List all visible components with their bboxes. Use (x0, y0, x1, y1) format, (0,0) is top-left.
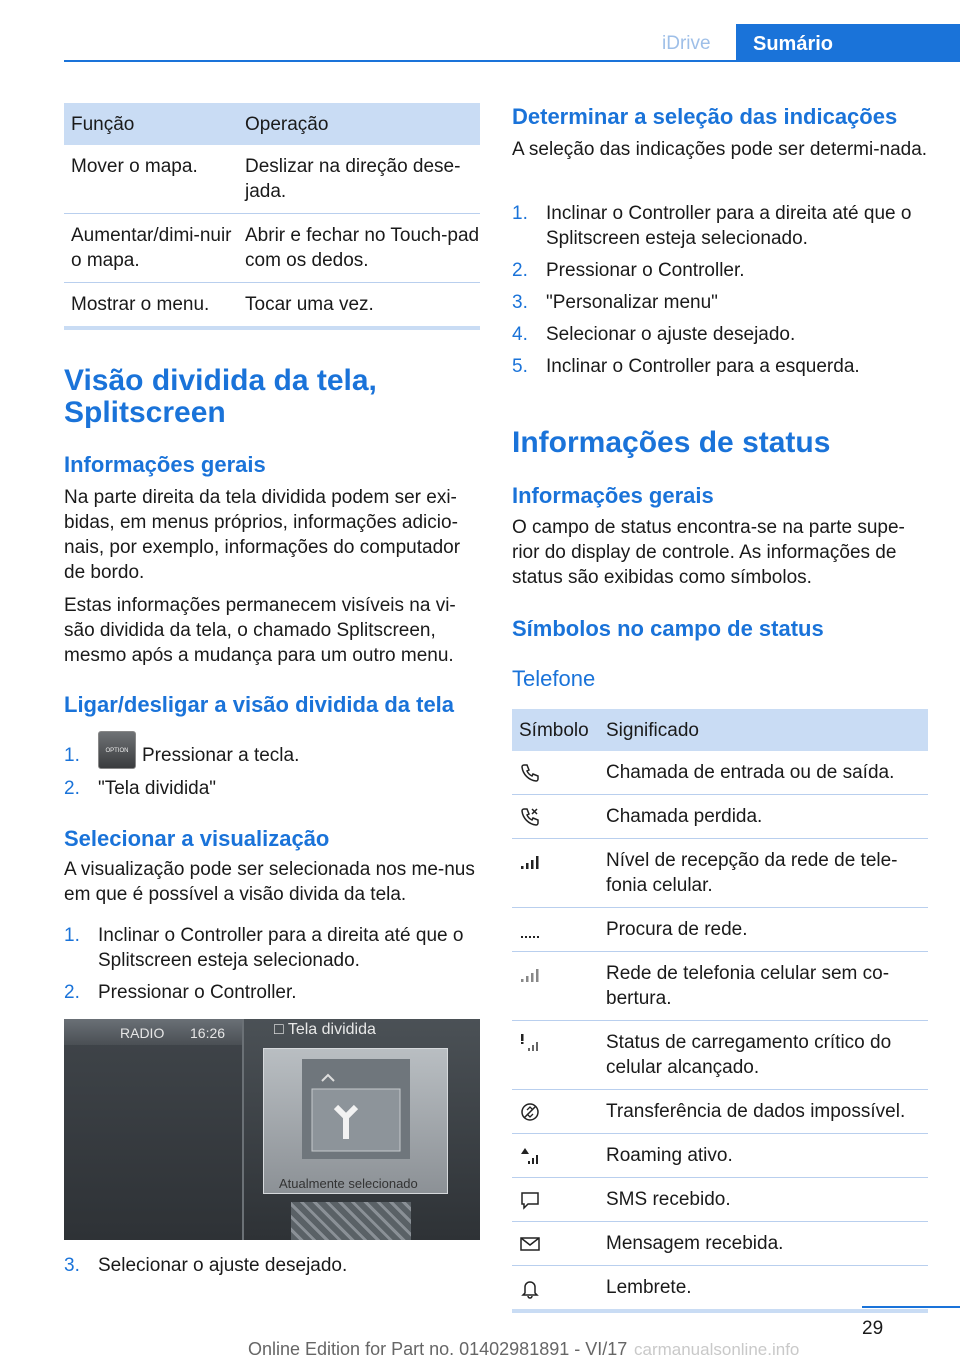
table-header: Símbolo (512, 709, 599, 751)
footer-rule (862, 1306, 960, 1308)
list-item: 3. Selecionar o ajuste desejado. (64, 1255, 348, 1276)
table-cell: Deslizar na direção dese-jada. (238, 145, 480, 214)
table-cell: Abrir e fechar no Touch-pad com os dedos. (238, 214, 480, 283)
missed-call-icon (519, 806, 541, 828)
table-row (512, 908, 928, 952)
operation-table (64, 103, 480, 330)
table-row (512, 952, 928, 1021)
screenshot-navigation-preview (302, 1059, 410, 1159)
table-row (512, 1134, 928, 1178)
table-cell: SMS recebido. (599, 1178, 928, 1222)
symbol-cell (512, 751, 599, 795)
subheading-determine-selection: Determinar a seleção das indicações (512, 104, 898, 129)
table-cell: Tocar uma vez. (245, 294, 374, 315)
status-symbol-table (512, 709, 928, 1313)
page-number: 29 (862, 1318, 884, 1339)
paragraph: A seleção das indicações pode ser determi-nada. (512, 139, 928, 160)
table-cell: Roaming ativo. (599, 1134, 928, 1178)
list-item: 2. "Tela dividida" (64, 778, 217, 799)
watermark: carmanualsonline.info (634, 1340, 800, 1359)
select-steps-continued (64, 1253, 480, 1285)
paragraph: Estas informações permanecem visíveis na vi-são dividida da tela, o chamado Splitscreen, mesmo após a mudança para um outro menu. (64, 595, 456, 666)
subheading-select-view: Selecionar a visualização (64, 826, 330, 851)
table-row (512, 1090, 928, 1134)
table-row (512, 1222, 928, 1266)
table-cell: Chamada perdida. (599, 795, 928, 839)
toggle-steps-list (64, 743, 480, 808)
table-row (512, 1178, 928, 1222)
screenshot-left-pane (64, 1045, 242, 1240)
paragraph: A visualização pode ser selecionada nos me-nus em que é possível a visão divida da tela. (64, 859, 475, 905)
table-header: Significado (599, 709, 928, 751)
screenshot-time: 16:26 (190, 1025, 226, 1041)
header-section-label: iDrive (662, 33, 711, 54)
edition-note: Online Edition for Part no. 01402981891 - VI/17 (248, 1339, 628, 1359)
section-title-splitscreen: Visão dividida da tela, Splitscreen (64, 364, 377, 429)
table-row (64, 283, 480, 327)
table-row (512, 1021, 928, 1090)
list-item: 2. Pressionar o Controller. (64, 982, 297, 1003)
symbol-cell (512, 1090, 599, 1134)
table-row (64, 145, 480, 214)
symbol-cell (512, 1134, 599, 1178)
sms-icon (519, 1189, 541, 1211)
screenshot-radio-label: RADIO (120, 1025, 165, 1041)
table-row (512, 751, 928, 795)
table-header: Operação (238, 103, 480, 145)
screenshot-tile-pattern (291, 1202, 411, 1240)
table-header: Função (64, 103, 238, 145)
list-item: 5. Inclinar o Controller para a esquerda. (512, 356, 860, 377)
subheading-status-symbols: Símbolos no campo de status (512, 616, 824, 641)
list-item: 3. "Personalizar menu" (512, 292, 718, 313)
network-search-icon (519, 919, 541, 941)
section-title-status-info: Informações de status (512, 426, 831, 459)
reminder-bell-icon (519, 1277, 541, 1299)
route-arrow-icon (302, 1059, 410, 1159)
table-row (512, 839, 928, 908)
symbol-cell (512, 839, 599, 908)
paragraph: O campo de status encontra-se na parte supe-rior do display de controle. As informações de status são exibidas como símbolos. (512, 517, 905, 588)
subheading-general-info: Informações gerais (64, 452, 266, 477)
table-cell: Chamada de entrada ou de saída. (599, 751, 928, 795)
symbol-cell (512, 795, 599, 839)
screenshot-caption: Atualmente selecionado (279, 1176, 418, 1191)
list-item: 1. Inclinar o Controller para a direita até que o Splitscreen esteja selecionado. (512, 203, 912, 249)
message-icon (519, 1233, 541, 1255)
symbol-cell (512, 1178, 599, 1222)
symbol-cell (512, 1021, 599, 1090)
table-bottom-rule (64, 326, 480, 330)
subheading-general-info: Informações gerais (512, 483, 714, 508)
table-bottom-rule (512, 1309, 928, 1313)
subheading-toggle-split: Ligar/desligar a visão dividida da tela (64, 692, 455, 717)
list-item: 1. OPTION Pressionar a tecla. (64, 743, 480, 769)
table-row (512, 1266, 928, 1310)
table-cell: Mensagem recebida. (599, 1222, 928, 1266)
select-steps-list (64, 923, 480, 1012)
signal-strength-icon (519, 850, 541, 872)
no-coverage-icon (519, 963, 541, 985)
screenshot-preview-card (263, 1048, 448, 1194)
paragraph: Na parte direita da tela dividida podem ser exi-bidas, em menus próprios, informações adicio-nais, por exemplo, informações do computador de bordo. (64, 487, 461, 583)
list-item: 1. Inclinar o Controller para a direita até que o Splitscreen esteja selecionado. (64, 925, 464, 971)
splitscreen-screenshot (64, 1019, 480, 1240)
header-rule (64, 60, 960, 62)
table-cell: Aumentar/dimi-nuir o mapa. (64, 214, 238, 283)
option-key-icon: OPTION (98, 731, 136, 769)
symbol-cell (512, 908, 599, 952)
subheading-telephone: Telefone (512, 666, 596, 691)
symbol-cell (512, 1266, 599, 1310)
table-cell: Status de carregamento crítico do celular alcançado. (599, 1021, 928, 1090)
table-row (64, 214, 480, 283)
list-item: 4. Selecionar o ajuste desejado. (512, 324, 796, 345)
phone-call-icon (519, 762, 541, 784)
table-cell: Nível de recepção da rede de tele-fonia celular. (599, 839, 928, 908)
screenshot-split-title: □ Tela dividida (274, 1021, 376, 1038)
symbol-cell (512, 952, 599, 1021)
table-cell: Mover o mapa. (64, 145, 238, 214)
header-contents-tab[interactable]: Sumário (736, 24, 960, 61)
table-row (512, 795, 928, 839)
table-cell: Rede de telefonia celular sem co-bertura. (599, 952, 928, 1021)
table-cell: Transferência de dados impossível. (599, 1090, 928, 1134)
list-item: 2. Pressionar o Controller. (512, 260, 745, 281)
battery-critical-icon (519, 1032, 541, 1054)
determine-steps-list (512, 201, 928, 386)
roaming-icon (519, 1145, 541, 1167)
table-cell: Procura de rede. (599, 908, 928, 952)
table-cell: Mostrar o menu. (71, 294, 210, 315)
data-blocked-icon (519, 1101, 541, 1123)
table-cell: Lembrete. (606, 1277, 692, 1298)
symbol-cell (512, 1222, 599, 1266)
